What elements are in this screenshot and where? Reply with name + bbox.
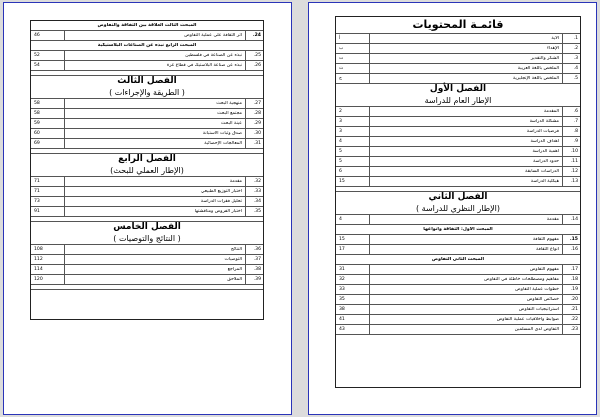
chapter-title: الفصل الرابع — [118, 154, 176, 164]
toc-row-page: 71 — [31, 187, 65, 196]
toc-row — [336, 275, 580, 285]
toc-row — [336, 177, 580, 187]
toc-row-title: أثر الثقافة على عملية التفاوض — [184, 33, 242, 38]
toc-row-page: 59 — [31, 119, 65, 128]
toc-row-page: 5 — [336, 147, 370, 156]
toc-row-number: 13. — [562, 177, 580, 186]
toc-row — [336, 117, 580, 127]
toc-row-page: 15 — [336, 235, 370, 244]
toc-row — [336, 285, 580, 295]
section-heading-text: المبحث الأول: الثقافة وأنواعها — [423, 227, 493, 232]
toc-row — [31, 109, 263, 119]
toc-row-page: 4 — [336, 215, 370, 224]
toc-row-page: ب — [336, 44, 370, 53]
toc-row — [336, 107, 580, 117]
toc-row-page: 73 — [31, 197, 65, 206]
toc-row — [336, 74, 580, 84]
toc-row — [31, 265, 263, 275]
section-heading-text: المبحث الرابع نبذه عن الصناعات البلاستيكية — [97, 43, 197, 48]
toc-row-title: الإهداء — [546, 46, 559, 51]
section-heading-text: المبحث الثالث العلاقة بين الثقافة والتفاوض — [97, 23, 197, 28]
toc-row-title: مفاهيم ومصطلحات خاطئة في التفاوض — [484, 277, 559, 282]
toc-row-page: 71 — [31, 177, 65, 186]
chapter-subtitle: (الإطار العملي للبحث) — [110, 166, 184, 175]
toc-row-page: ج — [336, 74, 370, 83]
toc-row-title: تحليل فقرات الدراسة — [200, 199, 242, 204]
chapter-title: الفصل الثاني — [428, 192, 488, 202]
toc-row — [31, 99, 263, 109]
toc-row — [31, 119, 263, 129]
toc-row-page: 52 — [31, 51, 65, 60]
toc-row — [31, 255, 263, 265]
toc-row-number: 34. — [245, 197, 263, 206]
toc-row-number: 10. — [562, 147, 580, 156]
toc-row-number: 17. — [562, 265, 580, 274]
section-heading-text: المبحث الثاني التفاوض — [431, 257, 485, 262]
toc-row-page: 15 — [336, 177, 370, 186]
toc-row-title: صدق وثبات الاستبانة — [202, 131, 242, 136]
toc-row — [336, 34, 580, 44]
toc-row-number: 6. — [562, 107, 580, 116]
toc-row-number: 1. — [562, 34, 580, 43]
toc-row — [336, 147, 580, 157]
toc-row-title: نبذه عن الصناعة في فلسطين — [185, 53, 242, 58]
toc-row-title: المقدمة — [544, 109, 559, 114]
toc-row-title: ضوابط وأخلاقيات عملية التفاوض — [496, 317, 559, 322]
toc-row-number: 19. — [562, 285, 580, 294]
toc-row-page: 3 — [336, 117, 370, 126]
toc-row — [336, 235, 580, 245]
toc-row-title: الملخص باللغة العربية — [517, 66, 559, 71]
toc-row-number: 28. — [245, 109, 263, 118]
toc-row-number: 23. — [562, 325, 580, 334]
chapter-subtitle: الإطار العام للدراسة — [424, 96, 492, 105]
toc-row-number: 4. — [562, 64, 580, 73]
document-page-left — [3, 2, 292, 415]
toc-table-continued — [30, 20, 264, 320]
toc-row — [336, 215, 580, 225]
toc-row-page: 60 — [31, 129, 65, 138]
toc-row-title: مفهوم التفاوض — [529, 267, 559, 272]
toc-row-number: 16. — [562, 245, 580, 254]
toc-row-title: الشكر والتقدير — [530, 56, 559, 61]
toc-row-title: مقدمة — [229, 179, 242, 184]
section-heading — [31, 21, 263, 31]
toc-row — [336, 325, 580, 335]
toc-row — [336, 127, 580, 137]
toc-row-title: اختبار الفروض ومناقشتها — [194, 209, 242, 214]
toc-row-number: 12. — [562, 167, 580, 176]
toc-row-page: 58 — [31, 99, 65, 108]
toc-row-page: 31 — [336, 265, 370, 274]
toc-row-number: 22. — [562, 315, 580, 324]
toc-row-page: 6 — [336, 167, 370, 176]
section-heading — [336, 225, 580, 235]
toc-row-title: الملاحق — [227, 277, 242, 282]
toc-row-number: 36. — [245, 245, 263, 254]
toc-row — [336, 245, 580, 255]
chapter-subtitle: ( الطريقة والإجراءات ) — [109, 88, 185, 97]
toc-row-title: خطوات عملية التفاوض — [515, 287, 559, 292]
toc-row-number: 24. — [245, 31, 263, 40]
toc-row-number: 38. — [245, 265, 263, 274]
toc-row-title: عينة البحث — [221, 121, 242, 126]
toc-row-page: 108 — [31, 245, 65, 254]
section-heading — [336, 255, 580, 265]
toc-row-number: 29. — [245, 119, 263, 128]
toc-row — [31, 207, 263, 217]
toc-row-title: مجتمع البحث — [217, 111, 242, 116]
toc-row-page: 112 — [31, 255, 65, 264]
toc-row — [336, 295, 580, 305]
toc-row — [336, 315, 580, 325]
toc-row — [31, 187, 263, 197]
toc-row-title: أهداف الدراسة — [530, 139, 559, 144]
toc-row-number: 37. — [245, 255, 263, 264]
toc-row-title: حدود الدراسة — [533, 159, 559, 164]
toc-row-title: المراجع — [227, 267, 242, 272]
toc-row — [31, 129, 263, 139]
toc-row-page: ت — [336, 54, 370, 63]
toc-row-number: 9. — [562, 137, 580, 146]
toc-row-title: التفاوض لدى المسلمين — [514, 327, 559, 332]
toc-row — [336, 54, 580, 64]
section-heading — [31, 41, 263, 51]
document-page-right — [308, 2, 597, 415]
toc-row-title: الدراسات السابقة — [525, 169, 559, 174]
toc-table — [335, 16, 581, 388]
toc-row-number: 5. — [562, 74, 580, 83]
toc-row — [31, 245, 263, 255]
toc-row-page: 4 — [336, 137, 370, 146]
toc-row-title: المعالجات الإحصائية — [204, 141, 242, 146]
toc-row — [336, 137, 580, 147]
toc-row-title: التوصيات — [224, 257, 242, 262]
toc-row — [336, 64, 580, 74]
toc-row-page: 33 — [336, 285, 370, 294]
toc-row-number: 33. — [245, 187, 263, 196]
toc-row — [31, 139, 263, 149]
toc-row — [336, 157, 580, 167]
toc-row-number: 2. — [562, 44, 580, 53]
toc-row-number: 20. — [562, 295, 580, 304]
toc-row-page: 38 — [336, 305, 370, 314]
toc-row — [336, 305, 580, 315]
toc-row-page: 54 — [31, 61, 65, 70]
toc-row — [31, 51, 263, 61]
toc-row-title: أنواع الثقافة — [536, 247, 559, 252]
chapter-heading — [31, 154, 263, 177]
toc-row — [31, 275, 263, 285]
chapter-title: الفصل الثالث — [117, 76, 177, 86]
chapter-heading — [31, 76, 263, 99]
toc-row-title: مقدمة — [546, 217, 559, 222]
toc-row-page: 114 — [31, 265, 65, 274]
toc-row-page: 120 — [31, 275, 65, 284]
toc-row-title: خصائص التفاوض — [526, 297, 559, 302]
toc-row — [31, 31, 263, 41]
toc-row-page: أ — [336, 34, 370, 43]
toc-row-page: 5 — [336, 157, 370, 166]
toc-row-title: أهمية الدراسة — [532, 149, 559, 154]
toc-row-title: الملخص باللغة الإنجليزية — [513, 76, 559, 81]
toc-row-title: استراتيجيات التفاوض — [518, 307, 559, 312]
toc-row — [336, 44, 580, 54]
toc-row-page: 3 — [336, 127, 370, 136]
chapter-title: الفصل الخامس — [113, 222, 181, 232]
toc-row-number: 18. — [562, 275, 580, 284]
toc-row-number: 11. — [562, 157, 580, 166]
toc-row-title: منهجية البحث — [216, 101, 242, 106]
toc-row-page: 35 — [336, 295, 370, 304]
chapter-heading — [336, 192, 580, 215]
toc-row-page: ث — [336, 64, 370, 73]
toc-row-title: مشكلة الدراسة — [529, 119, 559, 124]
toc-row-number: 8. — [562, 127, 580, 136]
toc-row — [31, 61, 263, 71]
toc-row-title: مفهوم الثقافة — [532, 237, 559, 242]
toc-row-number: 31. — [245, 139, 263, 148]
toc-row — [31, 177, 263, 187]
toc-row-number: 7. — [562, 117, 580, 126]
chapter-title: الفصل الأول — [429, 84, 487, 94]
toc-row-page: 91 — [31, 207, 65, 216]
toc-row — [336, 265, 580, 275]
toc-title: قائمـة المحتويات — [336, 17, 580, 34]
toc-row-number: 35. — [245, 207, 263, 216]
toc-row-title: نبذه عن صناعة البلاستيك في قطاع غزة — [166, 63, 242, 68]
chapter-subtitle: ( النتائج والتوصيات ) — [113, 234, 181, 243]
toc-row-number: 26. — [245, 61, 263, 70]
toc-row-page: 43 — [336, 325, 370, 334]
toc-row-number: 27. — [245, 99, 263, 108]
toc-row-title: اختبار التوزيع الطبيعي — [200, 189, 242, 194]
chapter-heading — [31, 222, 263, 245]
toc-row-page: 58 — [31, 109, 65, 118]
chapter-subtitle: (الإطار النظري للدراسة ) — [416, 204, 500, 213]
toc-row-number: 30. — [245, 129, 263, 138]
toc-row-title: النتائج — [230, 247, 242, 252]
toc-row-page: 32 — [336, 275, 370, 284]
toc-row-page: 41 — [336, 315, 370, 324]
toc-row-number: 32. — [245, 177, 263, 186]
toc-row-page: 46 — [31, 31, 65, 40]
toc-row-title: هيكلية الدراسة — [530, 179, 559, 184]
spacer — [31, 285, 263, 290]
toc-row-page: 2 — [336, 107, 370, 116]
chapter-heading — [336, 84, 580, 107]
toc-row-number: 39. — [245, 275, 263, 284]
toc-row-number: 25. — [245, 51, 263, 60]
toc-row — [31, 197, 263, 207]
toc-row-number: 21. — [562, 305, 580, 314]
toc-row-number: 14. — [562, 215, 580, 224]
toc-row-title: فرضيات الدراسة — [526, 129, 559, 134]
toc-row-page: 17 — [336, 245, 370, 254]
toc-row-title: الآية — [551, 36, 559, 41]
toc-row — [336, 167, 580, 177]
toc-row-number: 15. — [562, 235, 580, 244]
toc-row-page: 69 — [31, 139, 65, 148]
toc-row-number: 3. — [562, 54, 580, 63]
